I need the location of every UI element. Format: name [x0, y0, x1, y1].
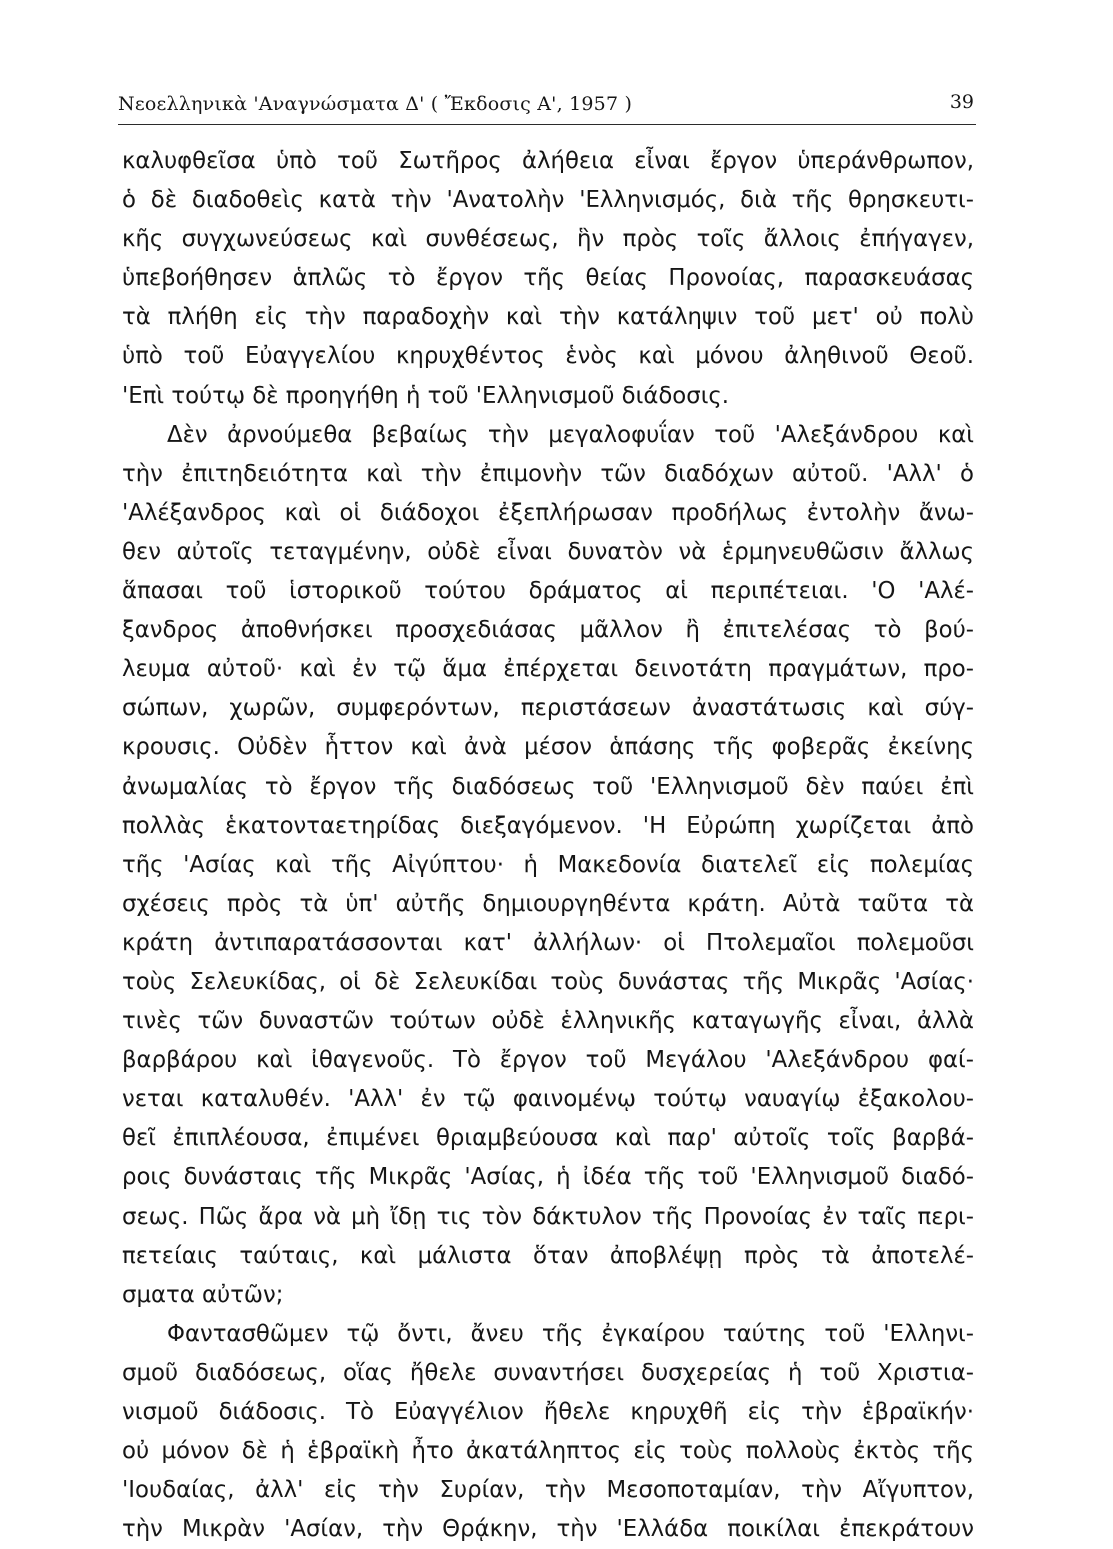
text-line: νεται καταλυθέν. 'Αλλ' ἐν τῷ φαινομένῳ τούτῳ ναυαγίῳ ἐξακολου- — [122, 1086, 974, 1113]
text-line: τῆς 'Ασίας καὶ τῆς Αἰγύπτου· ἡ Μακεδονία διατελεῖ εἰς πολεμίας — [122, 851, 974, 878]
text-line: 'Ιουδαίας, ἀλλ' εἰς τὴν Συρίαν, τὴν Μεσοποταμίαν, τὴν Αἴγυπτον, — [122, 1477, 974, 1504]
text-line: 'Αλέξανδρος καὶ οἱ διάδοχοι ἐξεπλήρωσαν προδήλως ἐντολὴν ἄνω- — [122, 499, 974, 526]
text-line: τινὲς τῶν δυναστῶν τούτων οὐδὲ ἑλληνικῆς καταγωγῆς εἶναι, ἀλλὰ — [122, 1008, 974, 1035]
text-line: σμοῦ διαδόσεως, οἵας ἤθελε συναντήσει δυσχερείας ἡ τοῦ Χριστια- — [122, 1359, 974, 1386]
running-header — [118, 84, 976, 125]
page-number: 39 — [949, 91, 974, 113]
body-text — [122, 142, 974, 1549]
text-line: ὑπεβοήθησεν ἁπλῶς τὸ ἔργον τῆς θείας Προνοίας, παρασκευάσας — [122, 265, 974, 292]
text-line: θεν αὐτοῖς τεταγμένην, οὐδὲ εἶναι δυνατὸν νὰ ἑρμηνευθῶσιν ἄλλως — [122, 538, 974, 565]
text-line: ξανδρος ἀποθνήσκει προσχεδιάσας μᾶλλον ἢ ἐπιτελέσας τὸ βού- — [122, 617, 974, 644]
text-line: οὐ μόνον δὲ ἡ ἑβραϊκὴ ἦτο ἀκατάληπτος εἰς τοὺς πολλοὺς ἐκτὸς τῆς — [122, 1438, 974, 1465]
text-line: πολλὰς ἑκατονταετηρίδας διεξαγόμενον. 'Η Εὐρώπη χωρίζεται ἀπὸ — [122, 812, 974, 839]
text-line: θεῖ ἐπιπλέουσα, ἐπιμένει θριαμβεύουσα καὶ παρ' αὐτοῖς τοῖς βαρβά- — [122, 1125, 974, 1152]
text-line: 'Επὶ τούτῳ δὲ προηγήθη ἡ τοῦ 'Ελληνισμοῦ διάδοσις. — [122, 382, 730, 409]
text-line: τοὺς Σελευκίδας, οἱ δὲ Σελευκίδαι τοὺς δυνάστας τῆς Μικρᾶς 'Ασίας· — [122, 968, 974, 995]
text-line: σεως. Πῶς ἄρα νὰ μὴ ἴδῃ τις τὸν δάκτυλον τῆς Προνοίας ἐν ταῖς περι- — [122, 1203, 974, 1230]
text-line: καλυφθεῖσα ὑπὸ τοῦ Σωτῆρος ἀλήθεια εἶναι ἔργον ὑπεράνθρωπον, — [122, 148, 974, 174]
text-line: σχέσεις πρὸς τὰ ὑπ' αὐτῆς δημιουργηθέντα κράτη. Αὐτὰ ταῦτα τὰ — [122, 890, 974, 917]
text-line: Φαντασθῶμεν τῷ ὄντι, ἄνευ τῆς ἐγκαίρου ταύτης τοῦ 'Ελληνι- — [167, 1320, 974, 1347]
text-line: πετείαις ταύταις, καὶ μάλιστα ὅταν ἀποβλέψῃ πρὸς τὰ ἀποτελέ- — [122, 1242, 974, 1269]
text-line: βαρβάρου καὶ ἰθαγενοῦς. Τὸ ἔργον τοῦ Μεγάλου 'Αλεξάνδρου φαί- — [122, 1047, 974, 1074]
book-title: Νεοελληνικὰ 'Αναγνώσματα Δ' ( Ἔκδοσις Α', 1957 ) — [118, 93, 633, 115]
text-line: ροις δυνάσταις τῆς Μικρᾶς 'Ασίας, ἡ ἰδέα τῆς τοῦ 'Ελληνισμοῦ διαδό- — [122, 1164, 974, 1191]
text-line: ὁ δὲ διαδοθεὶς κατὰ τὴν 'Ανατολὴν 'Ελληνισμός, διὰ τῆς θρησκευτι- — [122, 187, 974, 214]
text-line: σώπων, χωρῶν, συμφερόντων, περιστάσεων ἀναστάτωσις καὶ σύγ- — [122, 695, 974, 722]
text-line: ἅπασαι τοῦ ἱστορικοῦ τούτου δράματος αἱ περιπέτειαι. 'Ο 'Αλέ- — [122, 578, 974, 605]
text-line: Δὲν ἀρνούμεθα βεβαίως τὴν μεγαλοφυΐαν τοῦ 'Αλεξάνδρου καὶ — [167, 421, 974, 448]
text-line: τὴν Μικρὰν 'Ασίαν, τὴν Θρᾴκην, τὴν 'Ελλάδα ποικίλαι ἐπεκράτουν — [122, 1516, 974, 1543]
text-line: κῆς συγχωνεύσεως καὶ συνθέσεως, ἣν πρὸς τοῖς ἄλλοις ἐπήγαγεν, — [122, 226, 974, 253]
text-line: τὰ πλήθη εἰς τὴν παραδοχὴν καὶ τὴν κατάληψιν τοῦ μετ' οὐ πολὺ — [122, 304, 974, 331]
text-line: λευμα αὐτοῦ· καὶ ἐν τῷ ἅμα ἐπέρχεται δεινοτάτη πραγμάτων, προ- — [122, 656, 974, 683]
text-line: ἀνωμαλίας τὸ ἔργον τῆς διαδόσεως τοῦ 'Ελληνισμοῦ δὲν παύει ἐπὶ — [122, 773, 974, 800]
text-line: σματα αὐτῶν; — [122, 1281, 284, 1308]
text-line: τὴν ἐπιτηδειότητα καὶ τὴν ἐπιμονὴν τῶν διαδόχων αὐτοῦ. 'Αλλ' ὁ — [122, 460, 974, 487]
text-line: νισμοῦ διάδοσις. Τὸ Εὐαγγέλιον ἤθελε κηρυχθῆ εἰς τὴν ἑβραϊκήν· — [122, 1399, 974, 1425]
text-line: κράτη ἀντιπαρατάσσονται κατ' ἀλλήλων· οἱ Πτολεμαῖοι πολεμοῦσι — [122, 929, 974, 956]
text-line: κρουσις. Οὐδὲν ἧττον καὶ ἀνὰ μέσον ἁπάσης τῆς φοβερᾶς ἐκείνης — [122, 734, 974, 761]
text-line: ὑπὸ τοῦ Εὐαγγελίου κηρυχθέντος ἑνὸς καὶ μόνου ἀληθινοῦ Θεοῦ. — [122, 343, 974, 370]
